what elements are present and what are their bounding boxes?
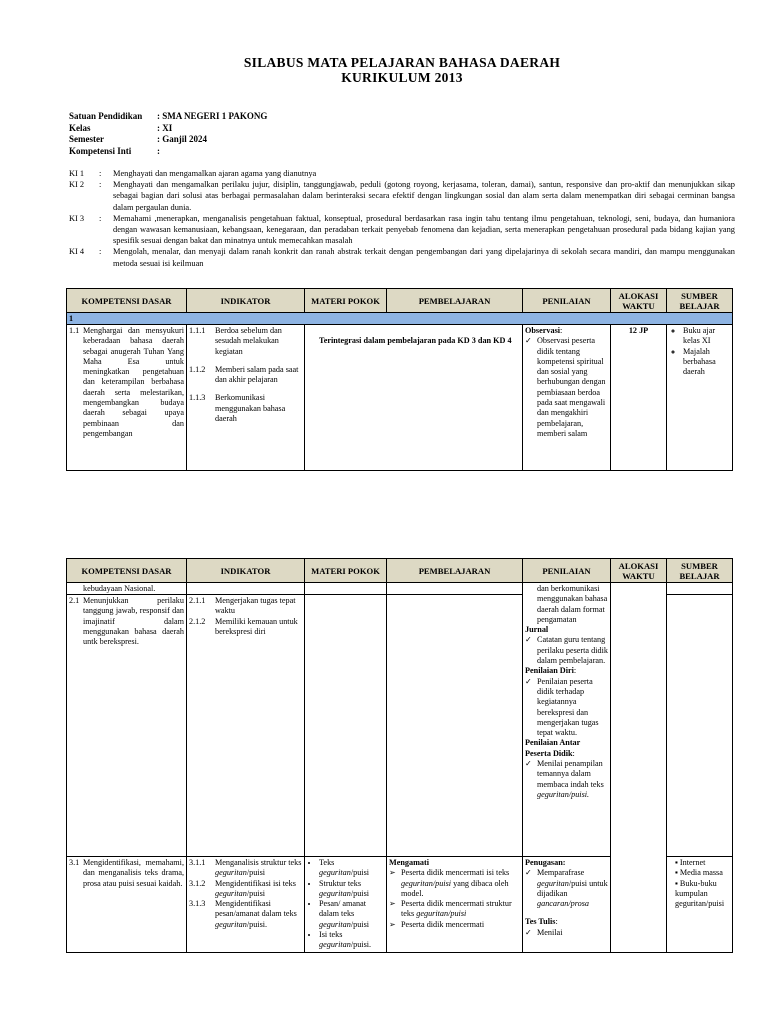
sumber-item: ◦ Buku ajar kelas XI <box>683 326 730 347</box>
materi-text: Teks <box>319 858 335 867</box>
empty-cell <box>667 583 733 595</box>
empty-cell <box>305 595 387 857</box>
materi-item <box>319 858 384 879</box>
materi-item <box>319 930 384 951</box>
kd-text: Menghargai dan mensyukuri keberadaan bahasa daerah sebagai anugerah Tuhan Yang Maha Esa untuk meningkatkan pengetahuan dan keterampilan berbahasa daerah serta melestarikan, mengembangkan budaya daerah sebagai upaya pembinaan dan pengembangan <box>83 326 184 438</box>
tes-tulis-heading: Tes Tulis <box>525 917 556 927</box>
pembelajaran-item <box>389 920 520 930</box>
header-indikator: INDIKATOR <box>187 559 305 583</box>
indikator-item <box>189 879 302 900</box>
materi-text-italic: geguritan <box>319 868 351 878</box>
penilaian-continuation: dan berkomunikasi menggunakan bahasa daerah dalam format pengamatan <box>537 584 608 624</box>
pembelajaran-item <box>389 868 520 899</box>
penilaian-item <box>525 677 608 739</box>
indikator-text: Mengidentifikasi pesan/amanat dalam teks <box>215 899 297 919</box>
penilaian-text: Menilai <box>537 927 563 937</box>
ki-item <box>69 213 735 247</box>
section-row <box>67 313 733 325</box>
penilaian-text: Observasi peserta didik tentang kompetensi spiritual dan sosial yang berhubungan dengan pembiasaan berdoa pada saat mengawali dan mengakhiri pembelajaran, memberi salam <box>537 336 606 438</box>
header-sumber-belajar: SUMBER BELAJAR <box>667 289 733 313</box>
indikator-text: Mengidentifikasi isi teks <box>215 878 296 888</box>
empty-cell <box>387 595 523 857</box>
indikator-item <box>189 393 302 424</box>
penilaian-antar-heading: Penilaian Antar Peserta Didik <box>525 738 581 758</box>
ki-colon: : <box>99 180 102 190</box>
header-penilaian: PENILAIAN <box>523 559 611 583</box>
checkmark-icon: ✓ <box>525 927 532 937</box>
materi-text: Isi teks <box>319 930 343 940</box>
penilaian-text: Memparafrase <box>537 868 585 878</box>
indikator-item <box>189 858 302 879</box>
pembelajaran-text: Peserta didik mencermati isi teks <box>401 868 510 878</box>
arrow-bullet-icon: ➢ <box>389 868 396 878</box>
header-alokasi-waktu: ALOKASI WAKTU <box>611 289 667 313</box>
ki-code: KI 1 <box>69 169 85 178</box>
materi-item <box>319 879 384 900</box>
info-value: : SMA NEGERI 1 PAKONG <box>157 111 268 121</box>
indikator-text: Menganalisis struktur teks <box>215 858 302 867</box>
indikator-text: Memiliki kemauan untuk berekspresi diri <box>215 616 298 636</box>
penilaian-item <box>525 868 608 909</box>
header-materi-pokok: MATERI POKOK <box>305 559 387 583</box>
sumber-item: ▪ Media massa <box>675 868 730 878</box>
info-label: Kelas <box>69 122 91 133</box>
penilaian-text-italic: geguritan <box>537 878 569 888</box>
kd-number: 2.1 <box>69 596 80 605</box>
indikator-text-italic: geguritan <box>215 888 247 898</box>
empty-cell <box>187 583 305 595</box>
arrow-bullet-icon: ➢ <box>389 919 396 929</box>
sumber-cell <box>667 857 733 953</box>
title-line-1: SILABUS MATA PELAJARAN BAHASA DAERAH <box>243 55 561 70</box>
info-label: Kompetensi Inti <box>69 145 132 156</box>
materi-item <box>319 899 384 930</box>
penilaian-text-italic: gancaran/prosa <box>537 899 590 909</box>
alokasi-cell: 12 JP <box>611 325 667 471</box>
info-label: Semester <box>69 134 104 144</box>
ki-item <box>69 179 735 213</box>
penilaian-text: Catatan guru tentang perilaku peserta didik dalam pembelajaran. <box>537 635 608 666</box>
header-kompetensi-dasar: KOMPETENSI DASAR <box>67 559 187 583</box>
ki-text: Menghayati dan mengamalkan perilaku jujur, disiplin, tanggungjawab, peduli (gotong royong, kerjasama, toleran, damai), santun, responsive dan pro-aktif dan menunjukkan sikap sebagai bagian dari solusi atas berbagai permasalahan dalam berinteraksi secara efektif dengan lingkungan sosial dan alam serta dalam menempatkan diri sebagai cerminan bangsa dalam pergaulan dunia. <box>113 180 735 212</box>
materi-text: Pesan/ amanat dalam teks <box>319 899 367 919</box>
indikator-text: /puisi. <box>246 919 268 929</box>
empty-cell <box>387 583 523 595</box>
kompetensi-inti-list <box>69 168 735 269</box>
table-row <box>67 325 733 471</box>
identity-block <box>69 111 267 157</box>
materi-text: /puisi <box>350 919 370 929</box>
header-materi-pokok: MATERI POKOK <box>305 289 387 313</box>
materi-text-italic: geguritan <box>319 919 351 929</box>
header-indikator: INDIKATOR <box>187 289 305 313</box>
penilaian-text: Menilai penampilan temannya dalam membaca indah teks <box>537 759 604 789</box>
header-pembelajaran: PEMBELAJARAN <box>387 289 523 313</box>
header-alokasi-waktu: ALOKASI WAKTU <box>611 559 667 583</box>
info-value: : XI <box>157 122 173 133</box>
kd-text: Mengidentifikasi, memahami, dan menganalisis teks drama, prosa atau puisi sesuai kaidah. <box>83 858 184 888</box>
indikator-text-italic: geguritan <box>215 868 247 878</box>
penilaian-text-italic: geguritan/puisi. <box>537 789 590 799</box>
pembelajaran-cell <box>305 325 523 471</box>
penilaian-item <box>525 635 608 666</box>
empty-cell <box>667 595 733 857</box>
penilaian-heading: Observasi <box>525 326 561 335</box>
kd-text: Menunjukkan perilaku tanggung jawab, responsif dan imajinatif dalam menggunakan bahasa daerah untk berekspresi. <box>83 596 184 647</box>
kd-continuation: kebudayaan Nasional. <box>67 583 187 595</box>
materi-text: /puisi. <box>350 940 372 950</box>
penilaian-cell: dan berkomunikasi menggunakan bahasa daerah dalam format pengamatan Jurnal ✓ Catatan guru tentang perilaku peserta didik dalam pembelajaran. Penilaian Diri: ✓ Penilaian peserta didik terhadap kegiatannya berekspresi dan mengerjakan tugas tepat waktu. Penilaian Antar Peserta Didik: ✓ Menilai penampilan temannya dalam membaca indah teks geguritan/puisi. <box>523 583 611 857</box>
checkmark-icon: ✓ <box>525 868 532 878</box>
indikator-text-italic: geguritan <box>215 919 247 929</box>
alokasi-cell <box>611 583 667 953</box>
info-label: Satuan Pendidikan <box>69 111 143 121</box>
materi-text-italic: geguritan <box>319 940 351 950</box>
indikator-item <box>189 899 302 930</box>
jurnal-heading: Jurnal <box>525 625 549 635</box>
indikator-cell <box>187 857 305 953</box>
pembelajaran-cell <box>387 857 523 953</box>
pembelajaran-item <box>389 899 520 920</box>
indikator-item <box>189 596 302 617</box>
ki-code: KI 3 <box>69 213 85 223</box>
info-value: : <box>157 145 160 156</box>
ki-code: KI 2 <box>69 180 85 190</box>
pembelajaran-text: Peserta didik mencermati struktur teks <box>401 899 512 919</box>
indikator-text: Berkomunikasi menggunakan bahasa daerah <box>215 393 286 424</box>
ki-item <box>69 246 735 268</box>
indikator-text: Berdoa sebelum dan sesudah melakukan kegiatan <box>215 326 282 356</box>
document-title <box>0 55 768 85</box>
table-header-row <box>67 559 733 583</box>
indikator-number: 3.1.3 <box>189 899 206 909</box>
materi-text-italic: geguritan <box>319 888 351 898</box>
section-number: 1 <box>67 313 733 325</box>
ki-item <box>69 168 735 179</box>
info-row <box>69 111 267 123</box>
penilaian-item <box>525 336 608 439</box>
checkmark-icon: ✓ <box>525 336 532 346</box>
header-kompetensi-dasar: KOMPETENSI DASAR <box>67 289 187 313</box>
header-pembelajaran: PEMBELAJARAN <box>387 559 523 583</box>
kd-cell <box>67 325 187 471</box>
title-line-2: KURIKULUM 2013 <box>341 70 463 85</box>
info-row <box>69 123 267 135</box>
penilaian-text: /puisi untuk dijadikan <box>537 878 608 898</box>
info-row <box>69 134 267 146</box>
sumber-cell <box>667 325 733 471</box>
indikator-cell <box>187 595 305 857</box>
penilaian-item <box>525 928 608 938</box>
indikator-item <box>189 617 302 638</box>
kd-number: 1.1 <box>69 326 80 335</box>
checkmark-icon: ✓ <box>525 676 532 686</box>
indikator-number: 1.1.1 <box>189 326 206 335</box>
pembelajaran-text-italic: geguritan/puisi <box>401 878 452 888</box>
indikator-text: /puisi <box>246 888 266 898</box>
indikator-text: Memberi salam pada saat dan akhir pelajaran <box>215 364 299 385</box>
pembelajaran-text-italic: geguritan/puisi <box>416 909 467 919</box>
penilaian-cell: Observasi: ✓ Observasi peserta didik tentang kompetensi spiritual dan sosial yang berhubungan dengan pembiasaan berdoa pada saat mengawali dan mengakhiri pembelajaran, memberi salam <box>523 325 611 471</box>
ki-text: Menghayati dan mengamalkan ajaran agama yang dianutnya <box>113 169 317 178</box>
materi-text: /puisi <box>350 868 370 878</box>
info-value: : Ganjil 2024 <box>157 134 208 144</box>
table-header-row <box>67 289 733 313</box>
materi-text: /puisi <box>350 888 370 898</box>
penilaian-item <box>525 759 608 800</box>
indikator-number: 1.1.3 <box>189 393 206 403</box>
penilaian-cell: Penugasan: ✓ Memparafrase geguritan/puisi untuk dijadikan gancaran/prosa Tes Tulis: ✓ Menilai <box>523 857 611 953</box>
ki-colon: : <box>99 169 102 178</box>
indikator-number: 1.1.2 <box>189 364 206 374</box>
ki-colon: : <box>99 213 102 223</box>
indikator-cell <box>187 325 305 471</box>
indikator-number: 3.1.1 <box>189 858 206 867</box>
header-penilaian: PENILAIAN <box>523 289 611 313</box>
empty-cell <box>305 583 387 595</box>
penilaian-diri-heading: Penilaian Diri <box>525 666 574 676</box>
syllabus-table-1 <box>66 288 733 471</box>
pembelajaran-text: Terintegrasi dalam pembelajaran pada KD 3 dan KD 4 <box>319 336 512 345</box>
kd-number: 3.1 <box>69 858 80 867</box>
indikator-text: Mengerjakan tugas tepat waktu <box>215 596 296 616</box>
pembelajaran-text: Peserta didik mencermati <box>401 919 485 929</box>
info-row <box>69 146 267 158</box>
kd-cell <box>67 857 187 953</box>
header-sumber-belajar: SUMBER BELAJAR <box>667 559 733 583</box>
indikator-text: /puisi <box>246 868 266 878</box>
checkmark-icon: ✓ <box>525 759 532 769</box>
materi-text: Struktur teks <box>319 878 362 888</box>
kd-cell <box>67 595 187 857</box>
indikator-number: 2.1.2 <box>189 616 206 626</box>
sumber-item: ▪ Internet <box>675 858 730 868</box>
penugasan-heading: Penugasan: <box>525 858 566 867</box>
ki-colon: : <box>99 247 102 257</box>
indikator-item <box>189 326 302 357</box>
mengamati-heading: Mengamati <box>389 858 430 867</box>
syllabus-table-2 <box>66 558 733 953</box>
arrow-bullet-icon: ➢ <box>389 899 396 909</box>
sumber-item: ◦ Majalah berbahasa daerah <box>683 347 730 378</box>
ki-text: Memahami ,menerapkan, menganalisis pengetahuan faktual, konseptual, prosedural berdasarkan rasa ingin tahu tentang ilmu pengetahuan, teknologi, seni, budaya, dan humaniora dengan wawasan kemanusiaan, kebangsaan, kenegaraan, dan peradaban terkait penyebab fenomena dan kejadian, serta menerapkan pengetahuan prosedural pada bidang kajian yang spesifik sesuai dengan bakat dan minatnya untuk memecahkan masalah <box>113 213 735 246</box>
checkmark-icon: ✓ <box>525 635 532 645</box>
table-row <box>67 583 733 595</box>
materi-cell <box>305 857 387 953</box>
ki-code: KI 4 <box>69 247 85 257</box>
penilaian-text: Penilaian peserta didik terhadap kegiatannya berekspresi dan mengerjakan tugas tepat waktu. <box>537 676 599 738</box>
indikator-number: 2.1.1 <box>189 596 206 605</box>
indikator-item <box>189 365 302 386</box>
pembelajaran-text: yang dibaca oleh model. <box>401 878 509 898</box>
ki-text: Mengolah, menalar, dan menyaji dalam ranah konkrit dan ranah abstrak terkait dengan pengembangan dari yang dipelajarinya di sekolah secara mandiri, dan mampu menggunakan metoda sesuai isi keilmuan <box>113 247 735 268</box>
sumber-item: ▪ Buku-buku kumpulan geguritan/puisi <box>675 879 730 910</box>
indikator-number: 3.1.2 <box>189 878 206 888</box>
